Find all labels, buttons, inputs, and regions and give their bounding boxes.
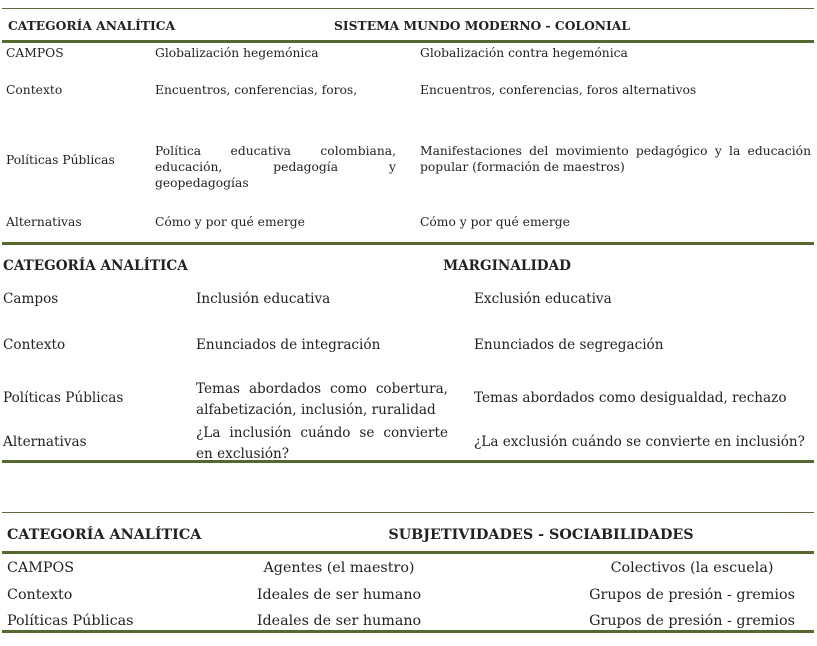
table1-row4-col1: Cómo y por qué emerge [155, 215, 305, 229]
table2-row2-label: Contexto [3, 337, 66, 353]
table1-row1-col2: Globalización contra hegemónica [420, 46, 628, 60]
table1-top-rule [2, 8, 814, 9]
table1-row2-label: Contexto [6, 83, 63, 97]
table2-bottom-rule [2, 460, 814, 463]
table2-row3-col2: Temas abordados como desigualdad, rechazo [474, 390, 787, 406]
table3-row3-col1: Ideales de ser humano [256, 613, 422, 629]
table1-row3-col1: Política educativa colombiana, educación, pedagogía y geopedagogías [155, 144, 396, 190]
table3-row1-label: CAMPOS [7, 560, 75, 576]
table1-header-rule [2, 40, 814, 43]
table2-row3-label: Políticas Públicas [3, 390, 124, 406]
table1-row4-label: Alternativas [6, 215, 82, 229]
table2-row3-col1: Temas abordados como cobertura, alfabetización, inclusión, ruralidad [196, 381, 448, 418]
table3-row2-label: Contexto [7, 587, 73, 603]
table1-row4-col2: Cómo y por qué emerge [420, 215, 570, 229]
table1-row2-col2: Encuentros, conferencias, foros alternativos [420, 83, 697, 97]
table2-top-rule [2, 242, 814, 245]
table2-row1-label: Campos [3, 291, 59, 307]
table3-row3-label: Políticas Públicas [7, 613, 134, 629]
table3-row3-col2: Grupos de presión - gremios [589, 613, 795, 629]
table2-row4-col1: ¿La inclusión cuándo se convierte en exclusión? [196, 425, 448, 462]
table3-row2-col1: Ideales de ser humano [256, 587, 422, 603]
table2-row4-col2: ¿La exclusión cuándo se convierte en inclusión? [474, 434, 805, 450]
table2-header-category: CATEGORÍA ANALÍTICA [3, 258, 188, 274]
table2-row2-col2: Enunciados de segregación [474, 337, 664, 353]
table2-row2-col1: Enunciados de integración [196, 337, 381, 353]
table2-header-title: MARGINALIDAD [443, 258, 571, 274]
table3-header-category: CATEGORÍA ANALÍTICA [7, 527, 202, 543]
table3-row1-col1: Agentes (el maestro) [263, 560, 415, 576]
table3-row2-col2: Grupos de presión - gremios [589, 587, 795, 603]
table1-header-category: CATEGORÍA ANALÍTICA [8, 18, 176, 33]
table2-row1-col2: Exclusión educativa [474, 291, 612, 307]
table2-row1-col1: Inclusión educativa [196, 291, 331, 307]
table1-row3-label: Políticas Públicas [6, 153, 115, 167]
table1-row1-label: CAMPOS [6, 46, 64, 60]
table3-row1-col2: Colectivos (la escuela) [610, 560, 774, 576]
table3-bottom-rule [2, 630, 814, 633]
table1-row1-col1: Globalización hegemónica [155, 46, 319, 60]
table3-header-title: SUBJETIVIDADES - SOCIABILIDADES [388, 527, 694, 543]
table3-top-rule [2, 512, 814, 513]
table1-header-title: SISTEMA MUNDO MODERNO - COLONIAL [334, 18, 630, 33]
table2-row4-label: Alternativas [3, 434, 87, 450]
table1-row2-col1: Encuentros, conferencias, foros, [155, 83, 358, 97]
table1-row3-col2: Manifestaciones del movimiento pedagógico y la educación popular (formación de maestros) [420, 144, 811, 174]
table3-header-rule [2, 551, 814, 554]
